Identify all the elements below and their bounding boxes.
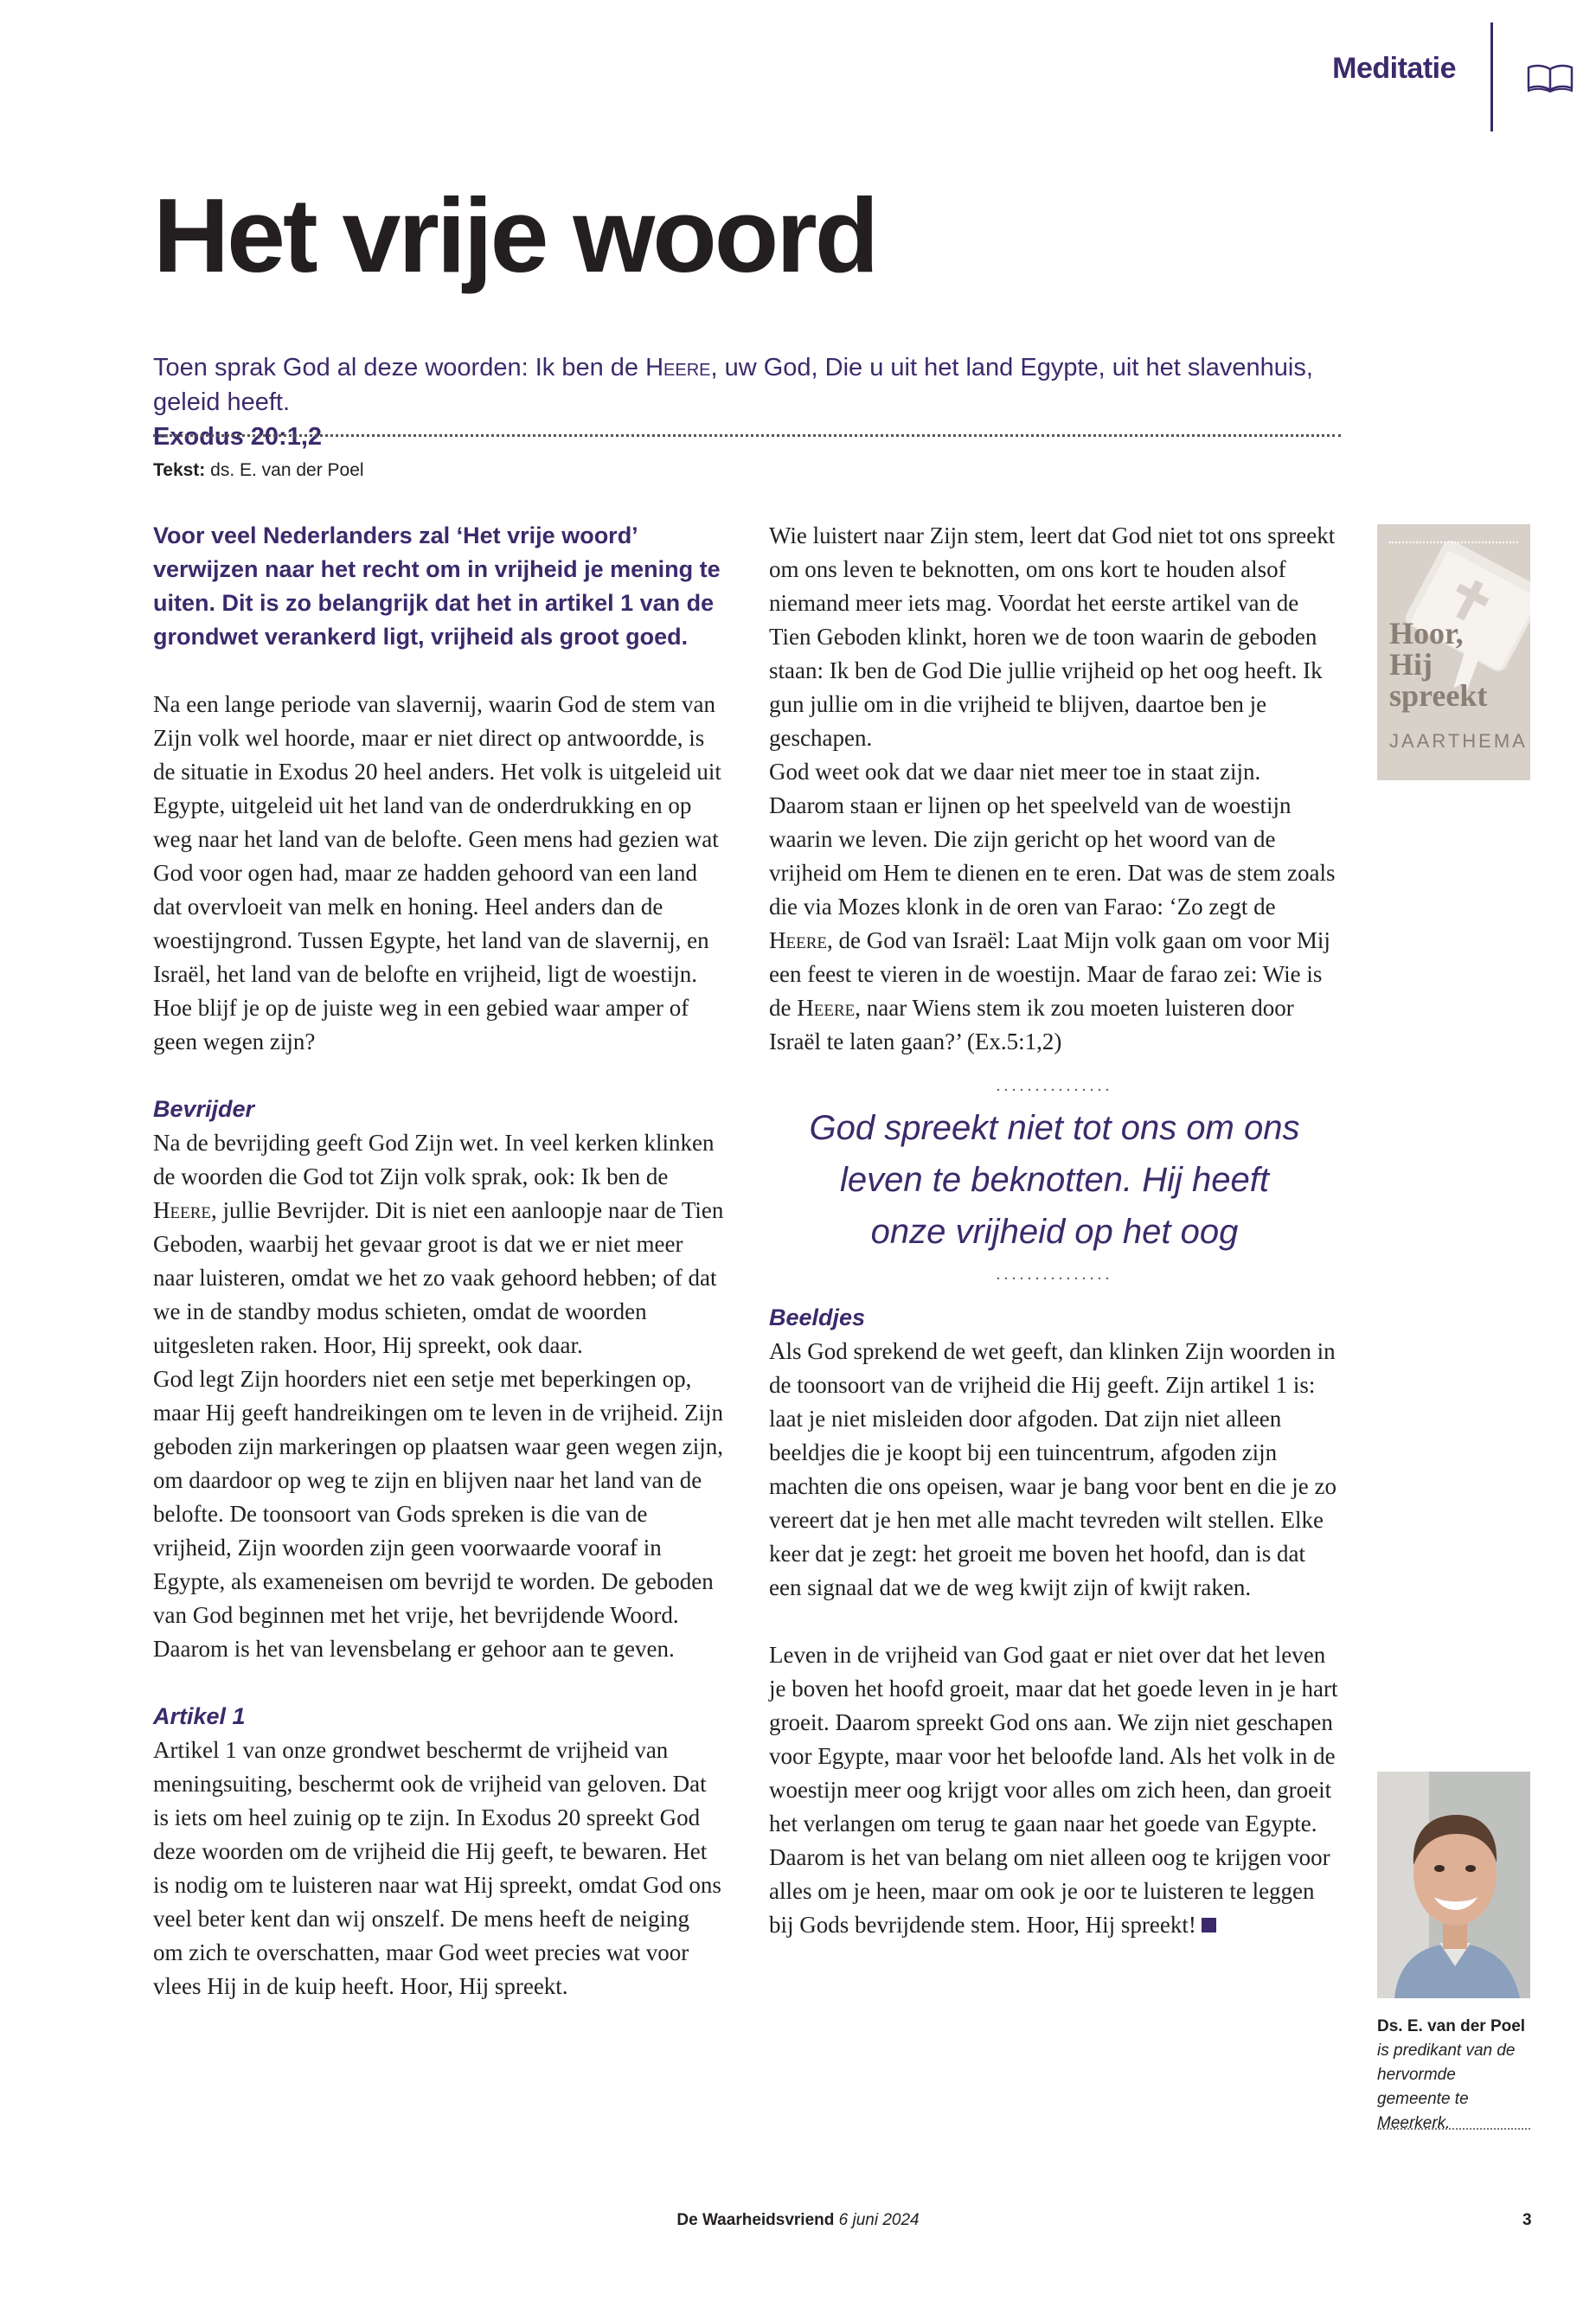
portrait-caption	[1377, 2015, 1530, 2136]
paragraph-text: Na de bevrijding geeft God Zijn wet. In veel kerken klinken de woorden die God tot Zijn volk sprak, ook: Ik ben de	[153, 1130, 715, 1189]
right-column	[769, 519, 1340, 1942]
subheading-beeldjes: Beeldjes	[769, 1304, 866, 1330]
verse-divider	[153, 434, 1341, 437]
quote-dots-top: ...............	[996, 1076, 1113, 1095]
lead-paragraph: Voor veel Nederlanders zal ‘Het vrije woord’ verwijzen naar het recht om in vrijheid je mening te uiten. Dit is zo belangrijk dat het in artikel 1 van de grondwet verankerd ligt, vrijheid als groot goed.	[153, 522, 721, 650]
end-mark	[1202, 1918, 1216, 1932]
verse-text-end: , uw God, Die u uit het land Egypte, uit het slavenhuis, geleid heeft.	[153, 354, 1313, 416]
theme-title-line: Hij	[1389, 647, 1433, 682]
publication-name: De Waarheidsvriend	[676, 2211, 835, 2229]
body-paragraph	[769, 1638, 1340, 1942]
page-footer	[0, 2211, 1596, 2230]
lord-smallcaps: Heere	[769, 927, 827, 953]
body-paragraph: Wie luistert naar Zijn stem, leert dat God niet tot ons spreekt om ons leven te beknotten, om ons kort te houden alsof niemand meer iets mag. Voordat het eerste artikel van de Tien Geboden klinkt, horen we de toon waarin de geboden staan: Ik ben de God Die jullie vrijheid op het oog heeft. Ik gun jullie om in die vrijheid te blijven, daartoe ben je geschapen.	[769, 522, 1336, 751]
body-paragraph	[769, 755, 1340, 1059]
page-number: 3	[1522, 2211, 1532, 2229]
body-paragraph: Na een lange periode van slavernij, waarin God de stem van Zijn volk wel hoorde, maar er niet direct op antwoordde, is de situatie in Exodus 20 heel anders. Het volk is uitgeleid uit Egypte, uitgeleid uit het land van de onderdrukking en op weg naar het land van de belofte. Geen mens had gezien wat God voor ogen had, maar ze hadden gehoord van een land dat overvloeit van melk en honing. Heel anders dan de woestijngrond. Tussen Egypte, het land van de slavernij, en Israël, het land van de belofte en vrijheid, ligt de woestijn. Hoe blijf je op de juiste weg in een gebied waar amper of geen wegen zijn?	[153, 691, 721, 1054]
byline-label: Tekst:	[153, 460, 206, 480]
section-label: Meditatie	[1332, 52, 1456, 85]
caption-description: is predikant van de hervormde gemeente te Meerkerk.	[1377, 2041, 1516, 2132]
caption-name: Ds. E. van der Poel	[1377, 2017, 1526, 2035]
author-portrait	[1377, 1772, 1530, 1998]
caption-divider	[1377, 2128, 1530, 2130]
theme-title	[1389, 618, 1487, 711]
body-paragraph: Als God sprekend de wet geeft, dan klinken Zijn woorden in de toonsoort van de vrijheid die Hij geeft. Zijn artikel 1 is: laat je niet misleiden door afgoden. Dat zijn niet alleen beeldjes die je koopt bij een tuincentrum, afgoden zijn machten die ons opeisen, waar je bang voor bent en die je zo vereert dat je hen met alle macht tevreden wilt stellen. Elke keer dat je zegt: het groeit me boven het hoofd, dan is dat een signaal dat we de weg kwijt zijn of kwijt raken.	[769, 1338, 1337, 1600]
paragraph-text: , de God van Israël: Laat Mijn volk gaan om voor Mij een feest te vieren in de woestijn. Maar de farao zei: Wie is de	[769, 927, 1330, 1021]
theme-title-line: Hoor,	[1389, 616, 1464, 651]
bible-verse	[153, 350, 1364, 454]
body-paragraph	[153, 1126, 724, 1362]
header-divider	[1490, 22, 1493, 131]
verse-reference: Exodus 20:1,2	[153, 423, 323, 451]
quote-dots-bottom: ...............	[996, 1265, 1113, 1284]
lord-smallcaps: Heere	[153, 1197, 211, 1223]
paragraph-text: Leven in de vrijheid van God gaat er niet over dat het leven je boven het hoofd groeit, maar dat het goede leven in je hart groeit. Daarom spreekt God ons aan. We zijn niet geschapen voor Egypte, maar voor het beloofde land. Als het volk in de woestijn meer oog krijgt voor alles om zich heen, dan groeit het verlangen om terug te gaan naar het goede van Egypte. Daarom is het van belang om niet alleen oog te krijgen voor alles om je heen, maar om ook je oor te luisteren te leggen bij Gods bevrijdende stem. Hoor, Hij spreekt!	[769, 1642, 1338, 1938]
byline-author: ds. E. van der Poel	[210, 460, 364, 480]
verse-text: Toen sprak God al deze woorden: Ik ben de	[153, 354, 646, 381]
publication-date: 6 juni 2024	[838, 2211, 920, 2229]
portrait-image	[1377, 1772, 1530, 1998]
theme-box	[1377, 524, 1530, 780]
left-column	[153, 519, 724, 2003]
verse-lord: Heere	[645, 354, 711, 381]
lord-smallcaps: Heere	[797, 995, 856, 1021]
body-paragraph: God legt Zijn hoorders niet een setje met beperkingen op, maar Hij geeft handreikingen om te leven in de vrijheid. Zijn geboden zijn markeringen op plaatsen waar geen wegen zijn, om daardoor op weg te zijn en blijven naar het land van de belofte. De toonsoort van Gods spreken is die van de vrijheid, Zijn woorden zijn geen voorwaarde vooraf in Egypte, als exameneisen om bevrijd te worden. De geboden van God beginnen met het vrije, het bevrijdende Woord. Daarom is het van levensbelang er gehoor aan te geven.	[153, 1366, 724, 1662]
body-paragraph: Artikel 1 van onze grondwet beschermt de vrijheid van meningsuiting, beschermt ook de vrijheid van geloven. Dat is iets om heel zuinig op te zijn. In Exodus 20 spreekt God deze woorden om de vrijheid die Hij geeft, te bewaren. Het is nodig om te luisteren naar wat Hij spreekt, omdat God ons veel beter kent dan wij onszelf. De mens heeft de neiging om zich te overschatten, maar God weet precies wat voor vlees Hij in de kuip heeft. Hoor, Hij spreekt.	[153, 1737, 721, 1999]
subheading-artikel-1: Artikel 1	[153, 1703, 246, 1729]
open-book-icon	[1526, 62, 1574, 93]
theme-dots	[1389, 542, 1518, 543]
paragraph-text: , jullie Bevrijder. Dit is niet een aanloopje naar de Tien Geboden, waarbij het gevaar groot is dat we er niet meer naar luisteren, omdat we het zo vaak gehoord hebben; of dat we in de standby modus schieten, omdat de woorden uitgesleten raken. Hoor, Hij spreekt, ook daar.	[153, 1197, 724, 1358]
byline	[153, 460, 364, 481]
article-title: Het vrije woord	[153, 176, 877, 294]
pull-quote: God spreekt niet tot ons om ons leven te beknotten. Hij heeft onze vrijheid op het oog	[809, 1109, 1300, 1251]
theme-title-line: spreekt	[1389, 678, 1488, 713]
paragraph-text: , naar Wiens stem ik zou moeten luisteren door Israël te laten gaan?’ (Ex.5:1,2)	[769, 995, 1294, 1054]
theme-subtitle: JAARTHEMA	[1389, 730, 1528, 752]
subheading-bevrijder: Bevrijder	[153, 1096, 255, 1122]
paragraph-text: God weet ook dat we daar niet meer toe in staat zijn. Daarom staan er lijnen op het speelveld van de woestijn waarin we leven. Die zijn gericht op het woord van de vrijheid om Hem te dienen en te eren. Dat was de stem zoals die via Mozes klonk in de oren van Farao: ‘Zo zegt de	[769, 759, 1336, 920]
